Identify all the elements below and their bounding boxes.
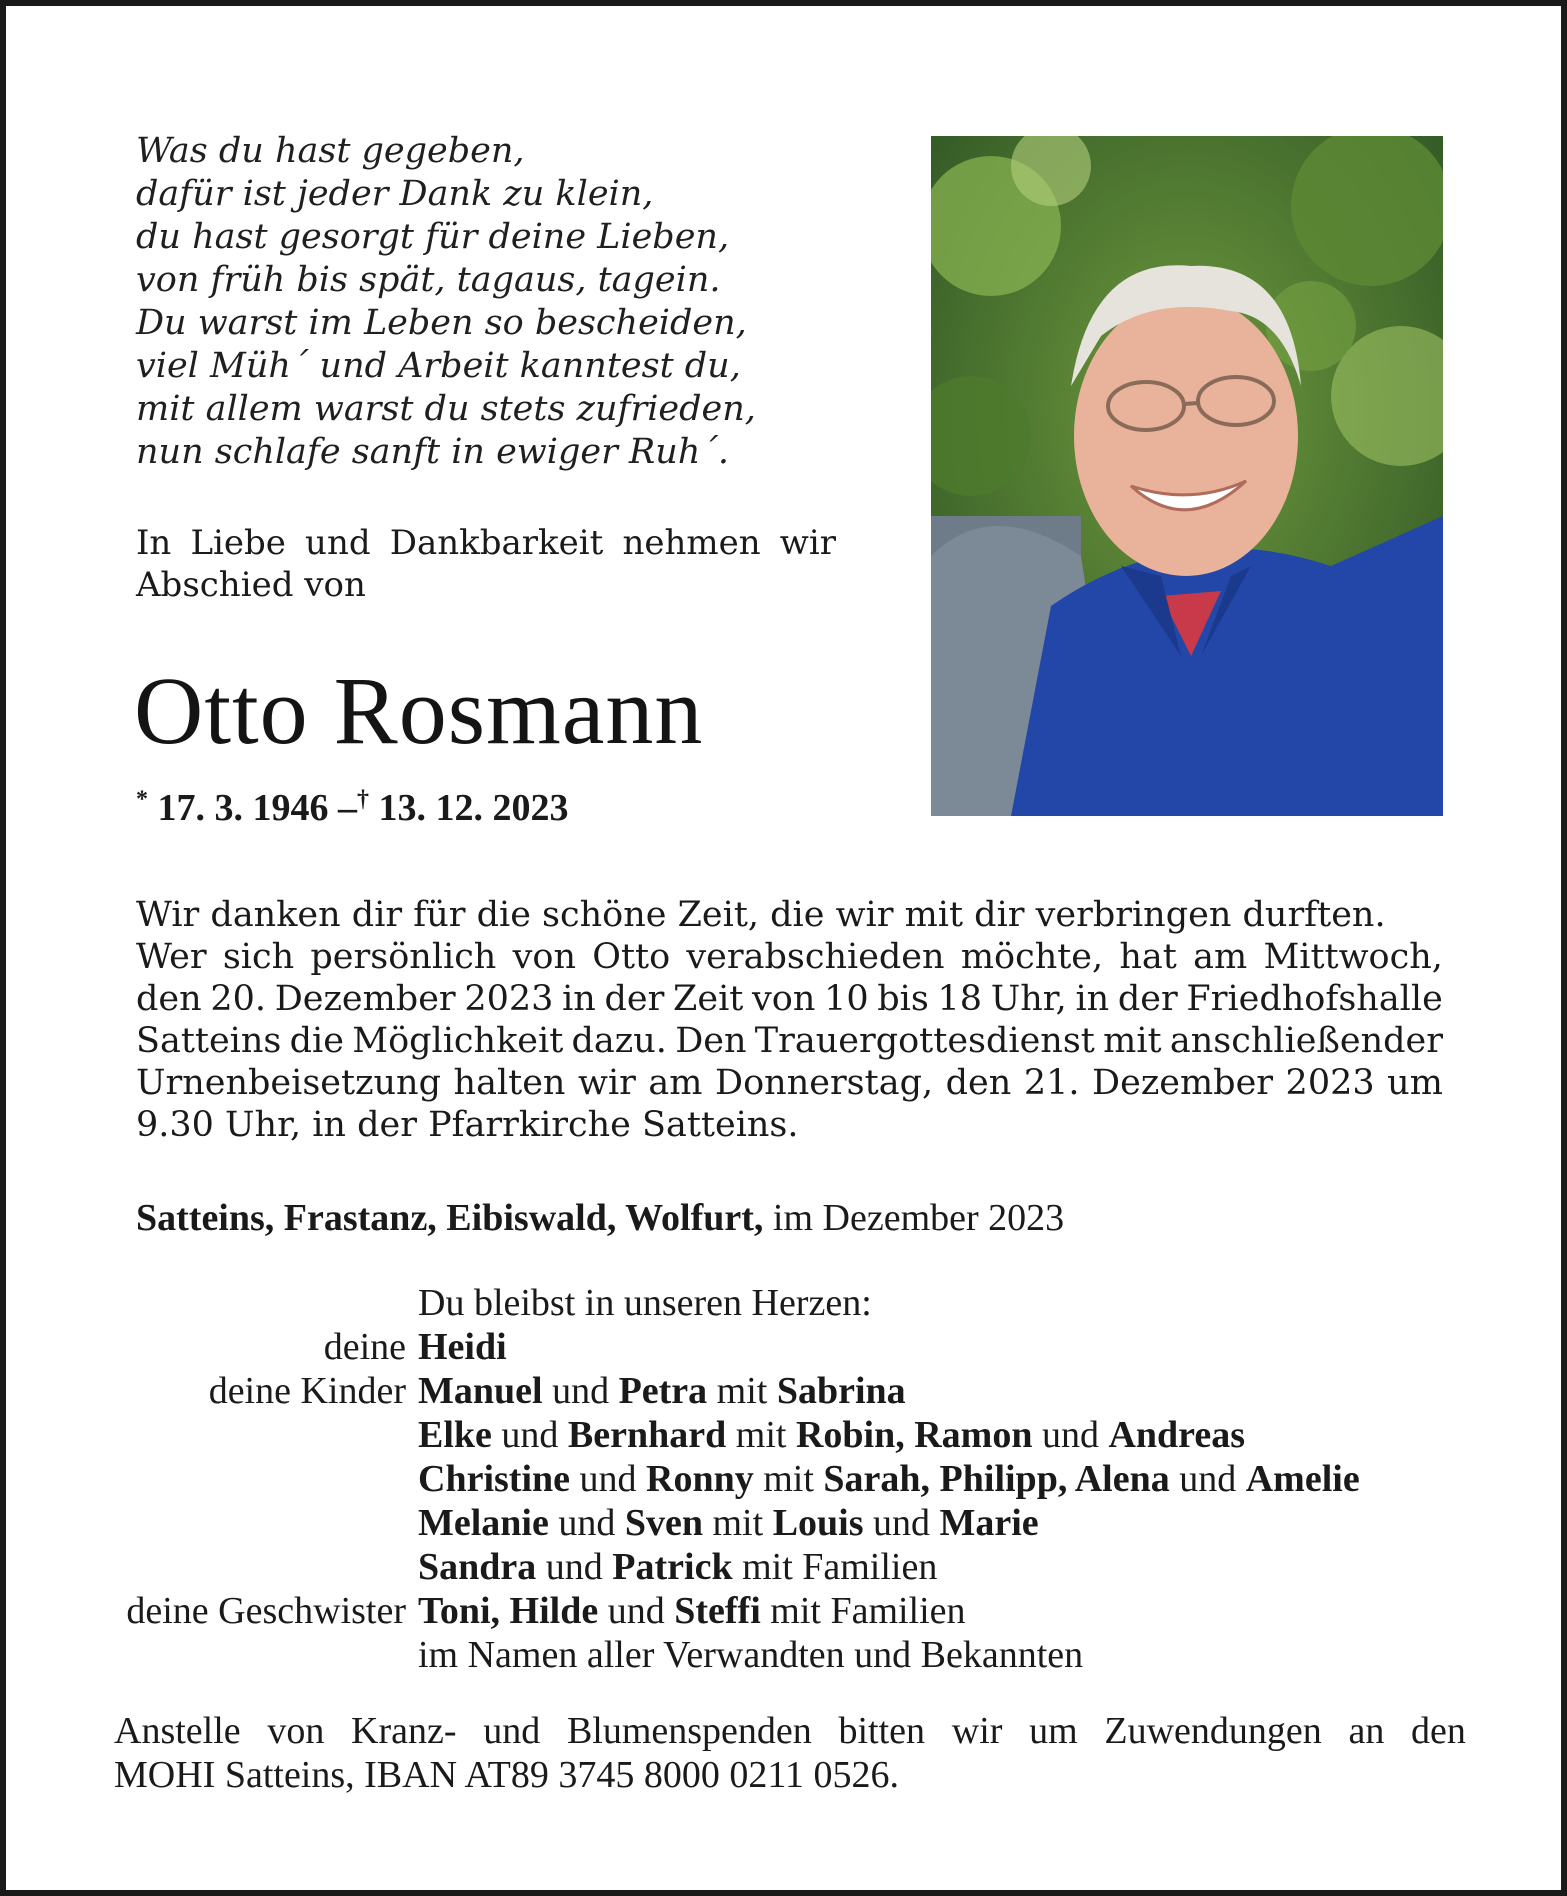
body-word: sich (222, 937, 295, 977)
poem-line: du hast gesorgt für deine Lieben, (136, 217, 730, 257)
family-row (6, 1589, 1567, 1633)
member-connector: und (542, 1370, 619, 1412)
donation-word: von (267, 1710, 325, 1752)
family-relation (6, 1413, 418, 1457)
family-relation: deine (323, 1326, 406, 1368)
family-members (418, 1501, 1039, 1545)
memorial-details (136, 894, 1443, 1146)
family-row (6, 1545, 1567, 1589)
family-members (418, 1369, 906, 1413)
body-word: Dezember (274, 979, 456, 1019)
member-connector: und (863, 1502, 940, 1544)
poem-line: Du warst im Leben so bescheiden, (136, 303, 747, 343)
body-word: in (1075, 979, 1110, 1019)
member-connector: mit Familien (760, 1590, 966, 1632)
body-word: dazu. (571, 1021, 667, 1061)
member-name: Sandra (418, 1546, 537, 1588)
family-row (6, 1369, 1567, 1413)
family-relation (6, 1501, 418, 1545)
body-word: halten (453, 1063, 566, 1103)
member-name: Sarah, Philipp, Alena (823, 1458, 1170, 1500)
places-line (136, 1196, 1064, 1240)
donation-word: Kranz- (351, 1710, 457, 1752)
deceased-name: Otto Rosmann (134, 657, 704, 764)
body-word: Den (675, 1021, 747, 1061)
body-word: 2023 (464, 979, 554, 1019)
memorial-poem (136, 130, 776, 474)
member-connector: und (598, 1590, 675, 1632)
body-word: anschließender (1169, 1021, 1443, 1061)
intro-word: Dankbarkeit (389, 523, 604, 563)
body-word: mit (1103, 1021, 1162, 1061)
body-word: hat (1119, 937, 1177, 977)
family-heading-row (6, 1281, 1567, 1325)
family-members (418, 1545, 937, 1589)
donation-word: wir (951, 1710, 1003, 1752)
mourners-list (6, 1281, 1567, 1677)
donation-word: Blumenspenden (566, 1710, 812, 1752)
intro-word: In (136, 523, 172, 563)
intro-word: Liebe (190, 523, 286, 563)
life-dates (136, 786, 569, 830)
body-word: in (562, 979, 596, 1019)
donation-note (114, 1709, 1466, 1797)
body-word: möchte, (960, 937, 1104, 977)
member-connector: mit (707, 1370, 777, 1412)
death-date: 13. 12. 2023 (378, 787, 569, 829)
member-name: Sven (624, 1502, 703, 1544)
body-word: von (752, 979, 816, 1019)
family-row (6, 1633, 1567, 1677)
family-relation: deine Kinder (208, 1370, 406, 1412)
member-name: Manuel (418, 1370, 543, 1412)
body-word: den (136, 979, 202, 1019)
poem-line: viel Müh´ und Arbeit kanntest du, (136, 346, 741, 386)
body-word: Möglichkeit (352, 1021, 564, 1061)
portrait-illustration (931, 136, 1443, 816)
portrait-photo (931, 136, 1443, 816)
body-word: 20. (210, 979, 267, 1019)
poem-line: nun schlafe sanft in ewiger Ruh´. (136, 432, 729, 472)
member-name: Petra (618, 1370, 708, 1412)
member-name: Heidi (418, 1326, 507, 1368)
places-date: im Dezember 2023 (772, 1197, 1065, 1239)
member-connector: und (491, 1414, 568, 1456)
member-name: Patrick (612, 1546, 733, 1588)
places-bold: Satteins, Frastanz, Eibiswald, Wolfurt, (136, 1197, 764, 1239)
body-word: Friedhofshalle (1186, 979, 1443, 1019)
donation-word: Anstelle (114, 1710, 241, 1752)
death-symbol: † (357, 786, 369, 813)
donation-line-1 (114, 1709, 1466, 1753)
family-row (6, 1325, 1567, 1369)
body-word: 18 (937, 979, 983, 1019)
date-dash: – (338, 787, 357, 829)
body-word: der (1117, 979, 1178, 1019)
member-name: Ronny (646, 1458, 754, 1500)
family-relation (6, 1633, 418, 1677)
body-word: Mittwoch, (1263, 937, 1443, 977)
donation-word: den (1411, 1710, 1466, 1752)
body-line (136, 978, 1443, 1020)
body-word: 21. (1023, 1063, 1080, 1103)
member-name: Bernhard (567, 1414, 727, 1456)
member-connector: und (1032, 1414, 1109, 1456)
donation-word: bitten (838, 1710, 926, 1752)
body-line (136, 936, 1443, 978)
member-connector: mit (726, 1414, 796, 1456)
poem-line: Was du hast gegeben, (136, 131, 525, 171)
member-name: Elke (418, 1414, 492, 1456)
family-relation (6, 1457, 418, 1501)
intro-word: und (305, 523, 371, 563)
body-word: Otto (592, 937, 671, 977)
member-connector: mit Familien (732, 1546, 938, 1588)
body-word: Dezember (1092, 1063, 1274, 1103)
donation-word: um (1029, 1710, 1078, 1752)
body-word: 2023 (1285, 1063, 1375, 1103)
member-connector: und (570, 1458, 646, 1500)
family-members (418, 1589, 966, 1633)
member-connector: und (536, 1546, 613, 1588)
family-members (418, 1633, 1083, 1677)
family-row (6, 1457, 1567, 1501)
intro-line-1 (136, 522, 836, 564)
body-word: von (512, 937, 576, 977)
body-word: Wer (136, 937, 207, 977)
body-line: 9.30 Uhr, in der Pfarrkirche Satteins. (136, 1105, 799, 1145)
body-word: Urnenbeisetzung (136, 1063, 442, 1103)
body-word: Trauergottesdienst (754, 1021, 1095, 1061)
family-relation: deine Geschwister (126, 1590, 406, 1632)
member-name: Toni, Hilde (418, 1590, 599, 1632)
body-line (136, 1062, 1443, 1104)
body-word: den (945, 1063, 1012, 1103)
birth-symbol: * (136, 786, 148, 813)
member-name: Melanie (418, 1502, 549, 1544)
donation-word: Zuwendungen (1104, 1710, 1322, 1752)
family-members (418, 1325, 507, 1369)
body-word: 10 (824, 979, 869, 1019)
birth-date: 17. 3. 1946 (157, 787, 329, 829)
family-relation (6, 1545, 418, 1589)
body-word: um (1387, 1063, 1443, 1103)
donation-line-2: MOHI Satteins, IBAN AT89 3745 8000 0211 0526. (114, 1754, 899, 1796)
member-connector: im Namen aller Verwandten und Bekannten (418, 1634, 1084, 1676)
body-word: verabschieden (686, 937, 945, 977)
body-word: persönlich (310, 937, 497, 977)
member-name: Robin, Ramon (795, 1414, 1033, 1456)
member-name: Christine (418, 1458, 570, 1500)
family-members (418, 1413, 1245, 1457)
body-word: Uhr, (990, 979, 1067, 1019)
member-name: Steffi (674, 1590, 761, 1632)
family-members (418, 1457, 1360, 1501)
body-word: am (648, 1063, 703, 1103)
member-name: Marie (939, 1502, 1039, 1544)
family-rows (6, 1325, 1567, 1677)
poem-line: dafür ist jeder Dank zu klein, (136, 174, 654, 214)
body-line (136, 1020, 1443, 1062)
body-word: Donnerstag, (715, 1063, 934, 1103)
member-name: Louis (772, 1502, 864, 1544)
poem-line: mit allem warst du stets zufrieden, (136, 389, 756, 429)
member-name: Sabrina (776, 1370, 906, 1412)
intro-line-2: Abschied von (136, 565, 366, 605)
body-word: Zeit (673, 979, 744, 1019)
body-word: der (604, 979, 665, 1019)
family-heading: Du bleibst in unseren Herzen: (418, 1282, 872, 1324)
donation-word: und (483, 1710, 541, 1752)
poem-line: von früh bis spät, tagaus, tagein. (136, 260, 721, 300)
body-word: am (1193, 937, 1248, 977)
family-row (6, 1501, 1567, 1545)
body-word: bis (877, 979, 929, 1019)
member-connector: und (548, 1502, 625, 1544)
farewell-intro (136, 522, 836, 606)
intro-word: nehmen (622, 523, 761, 563)
body-word: Satteins (136, 1021, 282, 1061)
body-line: Wir danken dir für die schöne Zeit, die wir mit dir verbringen durften. (136, 895, 1386, 935)
member-connector: und (1169, 1458, 1246, 1500)
family-row (6, 1413, 1567, 1457)
body-word: die (289, 1021, 344, 1061)
member-name: Amelie (1245, 1458, 1360, 1500)
member-connector: mit (703, 1502, 773, 1544)
intro-word: wir (779, 523, 836, 563)
body-word: wir (578, 1063, 636, 1103)
donation-word: an (1348, 1710, 1385, 1752)
member-name: Andreas (1108, 1414, 1245, 1456)
member-connector: mit (753, 1458, 824, 1500)
